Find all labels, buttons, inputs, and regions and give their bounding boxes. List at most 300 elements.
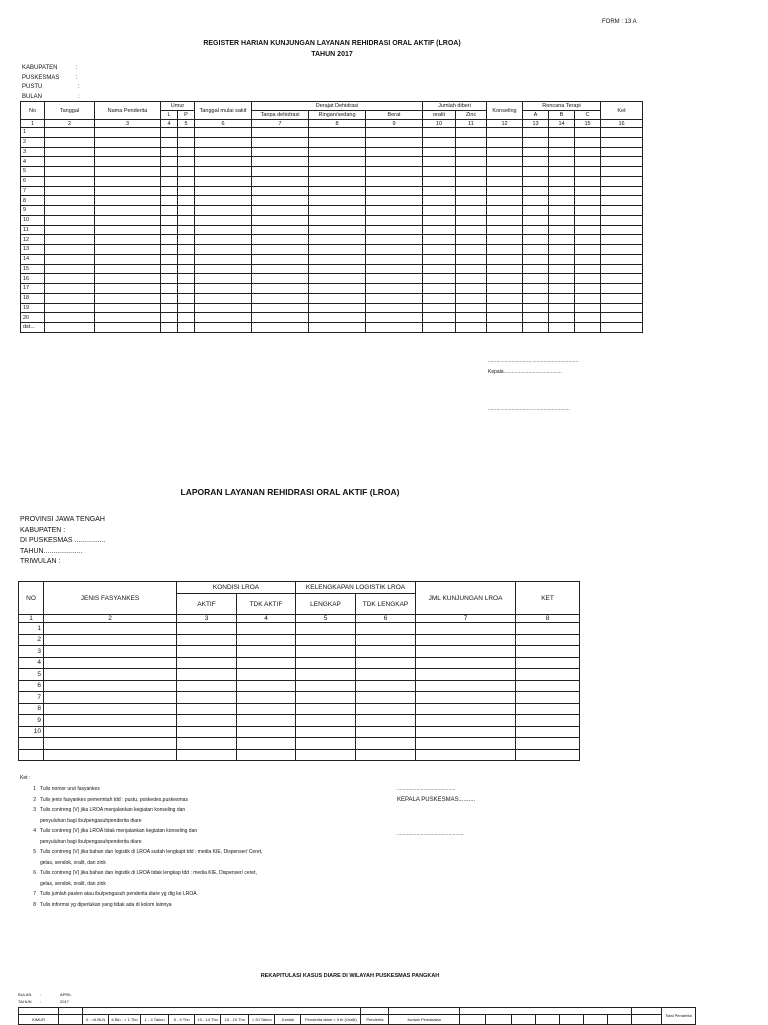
row-number: 11 (21, 225, 45, 235)
table-cell (416, 749, 516, 761)
column-number: 3 (177, 615, 237, 623)
column-number: 13 (523, 120, 549, 128)
table-row (21, 264, 643, 274)
table-cell (45, 293, 95, 303)
table-cell (423, 303, 456, 313)
table-row (19, 680, 580, 692)
table-cell (523, 235, 549, 245)
table-cell (516, 703, 580, 715)
table-cell (456, 215, 487, 225)
table-cell (45, 264, 95, 274)
notes-list (18, 786, 262, 912)
table-cell (549, 284, 575, 294)
table-row (19, 715, 580, 727)
table-cell (195, 137, 252, 147)
table-cell (456, 254, 487, 264)
table-row (21, 186, 643, 196)
field-puskesmas: DI PUSKESMAS ................ (20, 537, 106, 544)
table-cell (523, 196, 549, 206)
table-cell (95, 215, 161, 225)
table-cell (575, 225, 601, 235)
table-cell (44, 680, 177, 692)
table-cell (487, 264, 523, 274)
table-cell (356, 634, 416, 646)
table-cell (252, 245, 309, 255)
table-cell (95, 137, 161, 147)
table-cell (237, 749, 296, 761)
table-cell (575, 284, 601, 294)
table-cell (161, 274, 178, 284)
table-row (21, 225, 643, 235)
column-number-row (21, 120, 643, 128)
header-20thn: > 20 Tahun (249, 1015, 275, 1025)
register-table (20, 101, 643, 333)
table-cell (416, 692, 516, 704)
table-cell (601, 176, 643, 186)
table-row (19, 703, 580, 715)
column-number: 12 (487, 120, 523, 128)
laporan-fields (20, 515, 106, 568)
table-cell (252, 284, 309, 294)
row-number: dst... (21, 323, 45, 333)
table-cell (601, 323, 643, 333)
header-kondisi: KONDISI LROA (177, 582, 296, 594)
header-derajat: Derajat Dehidrasi (252, 102, 423, 111)
column-number: 4 (161, 120, 178, 128)
header-total: Total Penderita (661, 1008, 695, 1025)
table-cell (252, 206, 309, 216)
table-cell (356, 726, 416, 738)
table-cell (195, 176, 252, 186)
table-cell (178, 264, 195, 274)
table-cell (416, 669, 516, 681)
table-cell (309, 254, 366, 264)
header-no: NO (19, 582, 44, 615)
table-cell (237, 646, 296, 658)
table-cell (309, 245, 366, 255)
table-cell (423, 128, 456, 138)
table-cell (177, 703, 237, 715)
table-cell (423, 206, 456, 216)
table-cell (195, 128, 252, 138)
table-cell (416, 634, 516, 646)
table-cell (523, 323, 549, 333)
header-nama: Nama Penderita (95, 102, 161, 120)
table-cell (95, 245, 161, 255)
table-cell (575, 147, 601, 157)
table-cell (456, 323, 487, 333)
row-number: 18 (21, 293, 45, 303)
table-cell (356, 703, 416, 715)
laporan-sign-date: .......................................... (397, 786, 456, 792)
table-cell (516, 692, 580, 704)
table-cell (423, 176, 456, 186)
table-cell (516, 646, 580, 658)
table-cell (195, 235, 252, 245)
table-cell (237, 634, 296, 646)
column-number-row (19, 615, 580, 623)
table-cell (456, 206, 487, 216)
table-cell (601, 215, 643, 225)
row-number: 15 (21, 264, 45, 274)
table-cell (178, 167, 195, 177)
table-cell (366, 176, 423, 186)
table-cell (237, 703, 296, 715)
note-number (18, 860, 40, 866)
table-cell (95, 186, 161, 196)
table-cell (252, 235, 309, 245)
table-cell (252, 186, 309, 196)
field-puskesmas: PUSKESMAS : (22, 74, 78, 81)
table-cell (575, 167, 601, 177)
table-row (21, 128, 643, 138)
table-cell (601, 284, 643, 294)
table-cell (456, 167, 487, 177)
table-cell (487, 323, 523, 333)
table-cell (177, 726, 237, 738)
table-cell (45, 215, 95, 225)
table-cell (549, 313, 575, 323)
table-cell (487, 293, 523, 303)
table-cell (252, 323, 309, 333)
table-row (19, 692, 580, 704)
table-cell (601, 167, 643, 177)
row-number: 4 (21, 157, 45, 167)
table-cell (456, 157, 487, 167)
table-cell (45, 137, 95, 147)
table-cell (523, 225, 549, 235)
table-cell (161, 128, 178, 138)
table-cell (366, 235, 423, 245)
table-cell (252, 274, 309, 284)
table-cell (523, 245, 549, 255)
table-cell (423, 284, 456, 294)
table-cell (575, 274, 601, 284)
note-number (18, 881, 40, 887)
table-cell (177, 623, 237, 635)
field-kabupaten: KABUPATEN : (20, 526, 66, 534)
table-cell (366, 128, 423, 138)
table-cell (523, 293, 549, 303)
table-cell (237, 657, 296, 669)
note-item (18, 870, 262, 876)
header-6bln-1thn: 6 Bln - < 1 Thn (109, 1015, 141, 1025)
table-cell (177, 680, 237, 692)
table-cell (161, 284, 178, 294)
table-cell (601, 206, 643, 216)
table-cell (309, 323, 366, 333)
note-number (18, 818, 40, 824)
table-row (21, 293, 643, 303)
row-number: 19 (21, 303, 45, 313)
column-number: 1 (21, 120, 45, 128)
table-cell (366, 284, 423, 294)
table-cell (366, 254, 423, 264)
table-cell (309, 196, 366, 206)
field-pustu: PUSTU : (22, 84, 80, 90)
table-cell (456, 264, 487, 274)
note-text: gelas, sendok, oralit, dan zink (40, 880, 106, 887)
table-cell (237, 715, 296, 727)
table-cell (456, 128, 487, 138)
table-cell (178, 225, 195, 235)
column-number: 15 (575, 120, 601, 128)
table-cell (44, 634, 177, 646)
row-number: 1 (21, 128, 45, 138)
header-lengkap: LENGKAP (296, 594, 356, 615)
note-text: penyuluhan bagi ibu/pengasuhpenderita diare (40, 838, 142, 845)
table-cell (601, 157, 643, 167)
header-jumlah-pemakaian: Jumlah Pemakaian (389, 1015, 459, 1025)
table-cell (161, 225, 178, 235)
row-number: 5 (21, 167, 45, 177)
table-cell (549, 147, 575, 157)
table-cell (252, 225, 309, 235)
table-cell (516, 669, 580, 681)
note-text: Tulis contreng (V) jika bahan dan logistik di LROA tidak lengkap tdd : media KIE, Dispenser/ ceret, (40, 870, 257, 876)
field-tahun: TAHUN : 2017 (18, 999, 69, 1004)
table-cell (45, 245, 95, 255)
table-cell (423, 313, 456, 323)
table-cell (423, 137, 456, 147)
row-number: 14 (21, 254, 45, 264)
table-cell (161, 176, 178, 186)
table-cell (523, 206, 549, 216)
table-cell (601, 274, 643, 284)
header-jml: JML KUNJUNGAN LROA (416, 582, 516, 615)
table-cell (195, 323, 252, 333)
table-cell (456, 235, 487, 245)
table-cell (601, 313, 643, 323)
table-cell (95, 303, 161, 313)
table-row (19, 738, 580, 750)
table-cell (601, 245, 643, 255)
note-item (18, 818, 262, 824)
table-cell (523, 157, 549, 167)
table-cell (575, 196, 601, 206)
table-cell (523, 186, 549, 196)
table-cell (95, 264, 161, 274)
table-cell (575, 157, 601, 167)
table-cell (601, 186, 643, 196)
table-cell (356, 623, 416, 635)
table-row (21, 284, 643, 294)
table-cell (252, 293, 309, 303)
table-cell (309, 176, 366, 186)
table-cell (549, 225, 575, 235)
table-cell (95, 206, 161, 216)
table-row (21, 196, 643, 206)
table-cell (456, 245, 487, 255)
table-cell (95, 157, 161, 167)
table-cell (161, 264, 178, 274)
table-cell (523, 137, 549, 147)
table-cell (356, 738, 416, 750)
table-cell (516, 634, 580, 646)
table-cell (178, 235, 195, 245)
table-cell (252, 147, 309, 157)
table-cell (195, 245, 252, 255)
table-cell (487, 176, 523, 186)
table-cell (356, 692, 416, 704)
table-cell (95, 147, 161, 157)
table-cell (161, 254, 178, 264)
table-cell (95, 235, 161, 245)
table-cell (178, 245, 195, 255)
table-cell (423, 274, 456, 284)
table-cell (309, 293, 366, 303)
table-cell (523, 254, 549, 264)
table-cell (296, 715, 356, 727)
table-cell (575, 186, 601, 196)
table-cell (178, 206, 195, 216)
table-cell (252, 313, 309, 323)
table-cell (456, 274, 487, 284)
table-cell (456, 284, 487, 294)
note-item (18, 881, 262, 887)
row-number: 10 (21, 215, 45, 225)
table-cell (423, 225, 456, 235)
table-cell (456, 225, 487, 235)
header-1-4thn: 1 - 4 Tahun (141, 1015, 169, 1025)
table-cell (195, 303, 252, 313)
form-label: FORM : 13 A (602, 19, 637, 25)
table-cell (487, 167, 523, 177)
table-row (21, 303, 643, 313)
table-cell (195, 254, 252, 264)
table-cell (161, 137, 178, 147)
table-cell (177, 669, 237, 681)
header-p: P (178, 111, 195, 120)
row-number: 12 (21, 235, 45, 245)
table-cell (178, 157, 195, 167)
table-cell (44, 623, 177, 635)
table-cell (523, 264, 549, 274)
table-cell (516, 749, 580, 761)
row-number: 5 (19, 669, 44, 681)
table-cell (237, 726, 296, 738)
table-cell (487, 157, 523, 167)
table-cell (178, 313, 195, 323)
table-cell (549, 245, 575, 255)
table-row (19, 634, 580, 646)
table-cell (456, 186, 487, 196)
row-number: 13 (21, 245, 45, 255)
table-cell (523, 303, 549, 313)
table-cell (309, 147, 366, 157)
table-cell (195, 225, 252, 235)
table-cell (423, 167, 456, 177)
table-cell (549, 157, 575, 167)
table-cell (601, 235, 643, 245)
table-cell (161, 293, 178, 303)
table-cell (195, 264, 252, 274)
laporan-table (18, 581, 580, 761)
note-number: 1 (33, 786, 36, 792)
table-cell (356, 657, 416, 669)
register-title: REGISTER HARIAN KUNJUNGAN LAYANAN REHIDRASI ORAL AKTIF (LROA) (203, 40, 461, 47)
table-cell (309, 157, 366, 167)
table-cell (575, 176, 601, 186)
table-cell (366, 293, 423, 303)
table-cell (309, 274, 366, 284)
table-cell (549, 323, 575, 333)
table-cell (456, 196, 487, 206)
table-cell (178, 176, 195, 186)
table-cell (601, 254, 643, 264)
table-cell (252, 176, 309, 186)
field-tahun: TAHUN.................... (20, 547, 83, 555)
header-a: A (523, 111, 549, 120)
table-cell (195, 206, 252, 216)
note-number: 5 (33, 849, 36, 855)
note-number: 4 (33, 828, 36, 834)
table-cell (516, 738, 580, 750)
row-number: 8 (19, 703, 44, 715)
table-cell (366, 167, 423, 177)
table-cell (44, 646, 177, 658)
table-cell (423, 196, 456, 206)
register-year: TAHUN 2017 (311, 51, 353, 58)
row-number: 3 (19, 646, 44, 658)
note-number: 6 (33, 870, 36, 876)
table-cell (516, 680, 580, 692)
table-cell (549, 167, 575, 177)
row-number: 7 (19, 692, 44, 704)
table-cell (456, 303, 487, 313)
table-row (21, 167, 643, 177)
table-cell (178, 293, 195, 303)
table-row (21, 176, 643, 186)
row-number: 20 (21, 313, 45, 323)
table-cell (423, 254, 456, 264)
row-number: 10 (19, 726, 44, 738)
note-text: gelas, sendok, oralit, dan zink (40, 859, 106, 866)
table-cell (575, 254, 601, 264)
table-cell (516, 726, 580, 738)
header-kelengkapan: KELENGKAPAN LOGISTIK LROA (296, 582, 416, 594)
note-item (18, 891, 262, 897)
table-cell (575, 137, 601, 147)
table-cell (456, 313, 487, 323)
column-number: 7 (252, 120, 309, 128)
table-cell (416, 657, 516, 669)
table-cell (416, 680, 516, 692)
table-cell (366, 323, 423, 333)
table-cell (601, 128, 643, 138)
row-number: 6 (19, 680, 44, 692)
table-cell (309, 167, 366, 177)
table-cell (356, 646, 416, 658)
column-number: 7 (416, 615, 516, 623)
table-cell (296, 692, 356, 704)
table-cell (549, 264, 575, 274)
note-item (18, 786, 262, 792)
table-cell (177, 692, 237, 704)
laporan-sign-head: KEPALA PUSKESMAS.......... (397, 797, 476, 803)
row-number: 7 (21, 186, 45, 196)
header-berat: Berat (366, 111, 423, 120)
table-cell (366, 245, 423, 255)
table-cell (549, 206, 575, 216)
table-cell (423, 157, 456, 167)
field-bulan: BULAN : (22, 93, 80, 100)
table-cell (45, 186, 95, 196)
table-cell (237, 669, 296, 681)
table-row (21, 157, 643, 167)
table-cell (523, 313, 549, 323)
table-cell (523, 176, 549, 186)
